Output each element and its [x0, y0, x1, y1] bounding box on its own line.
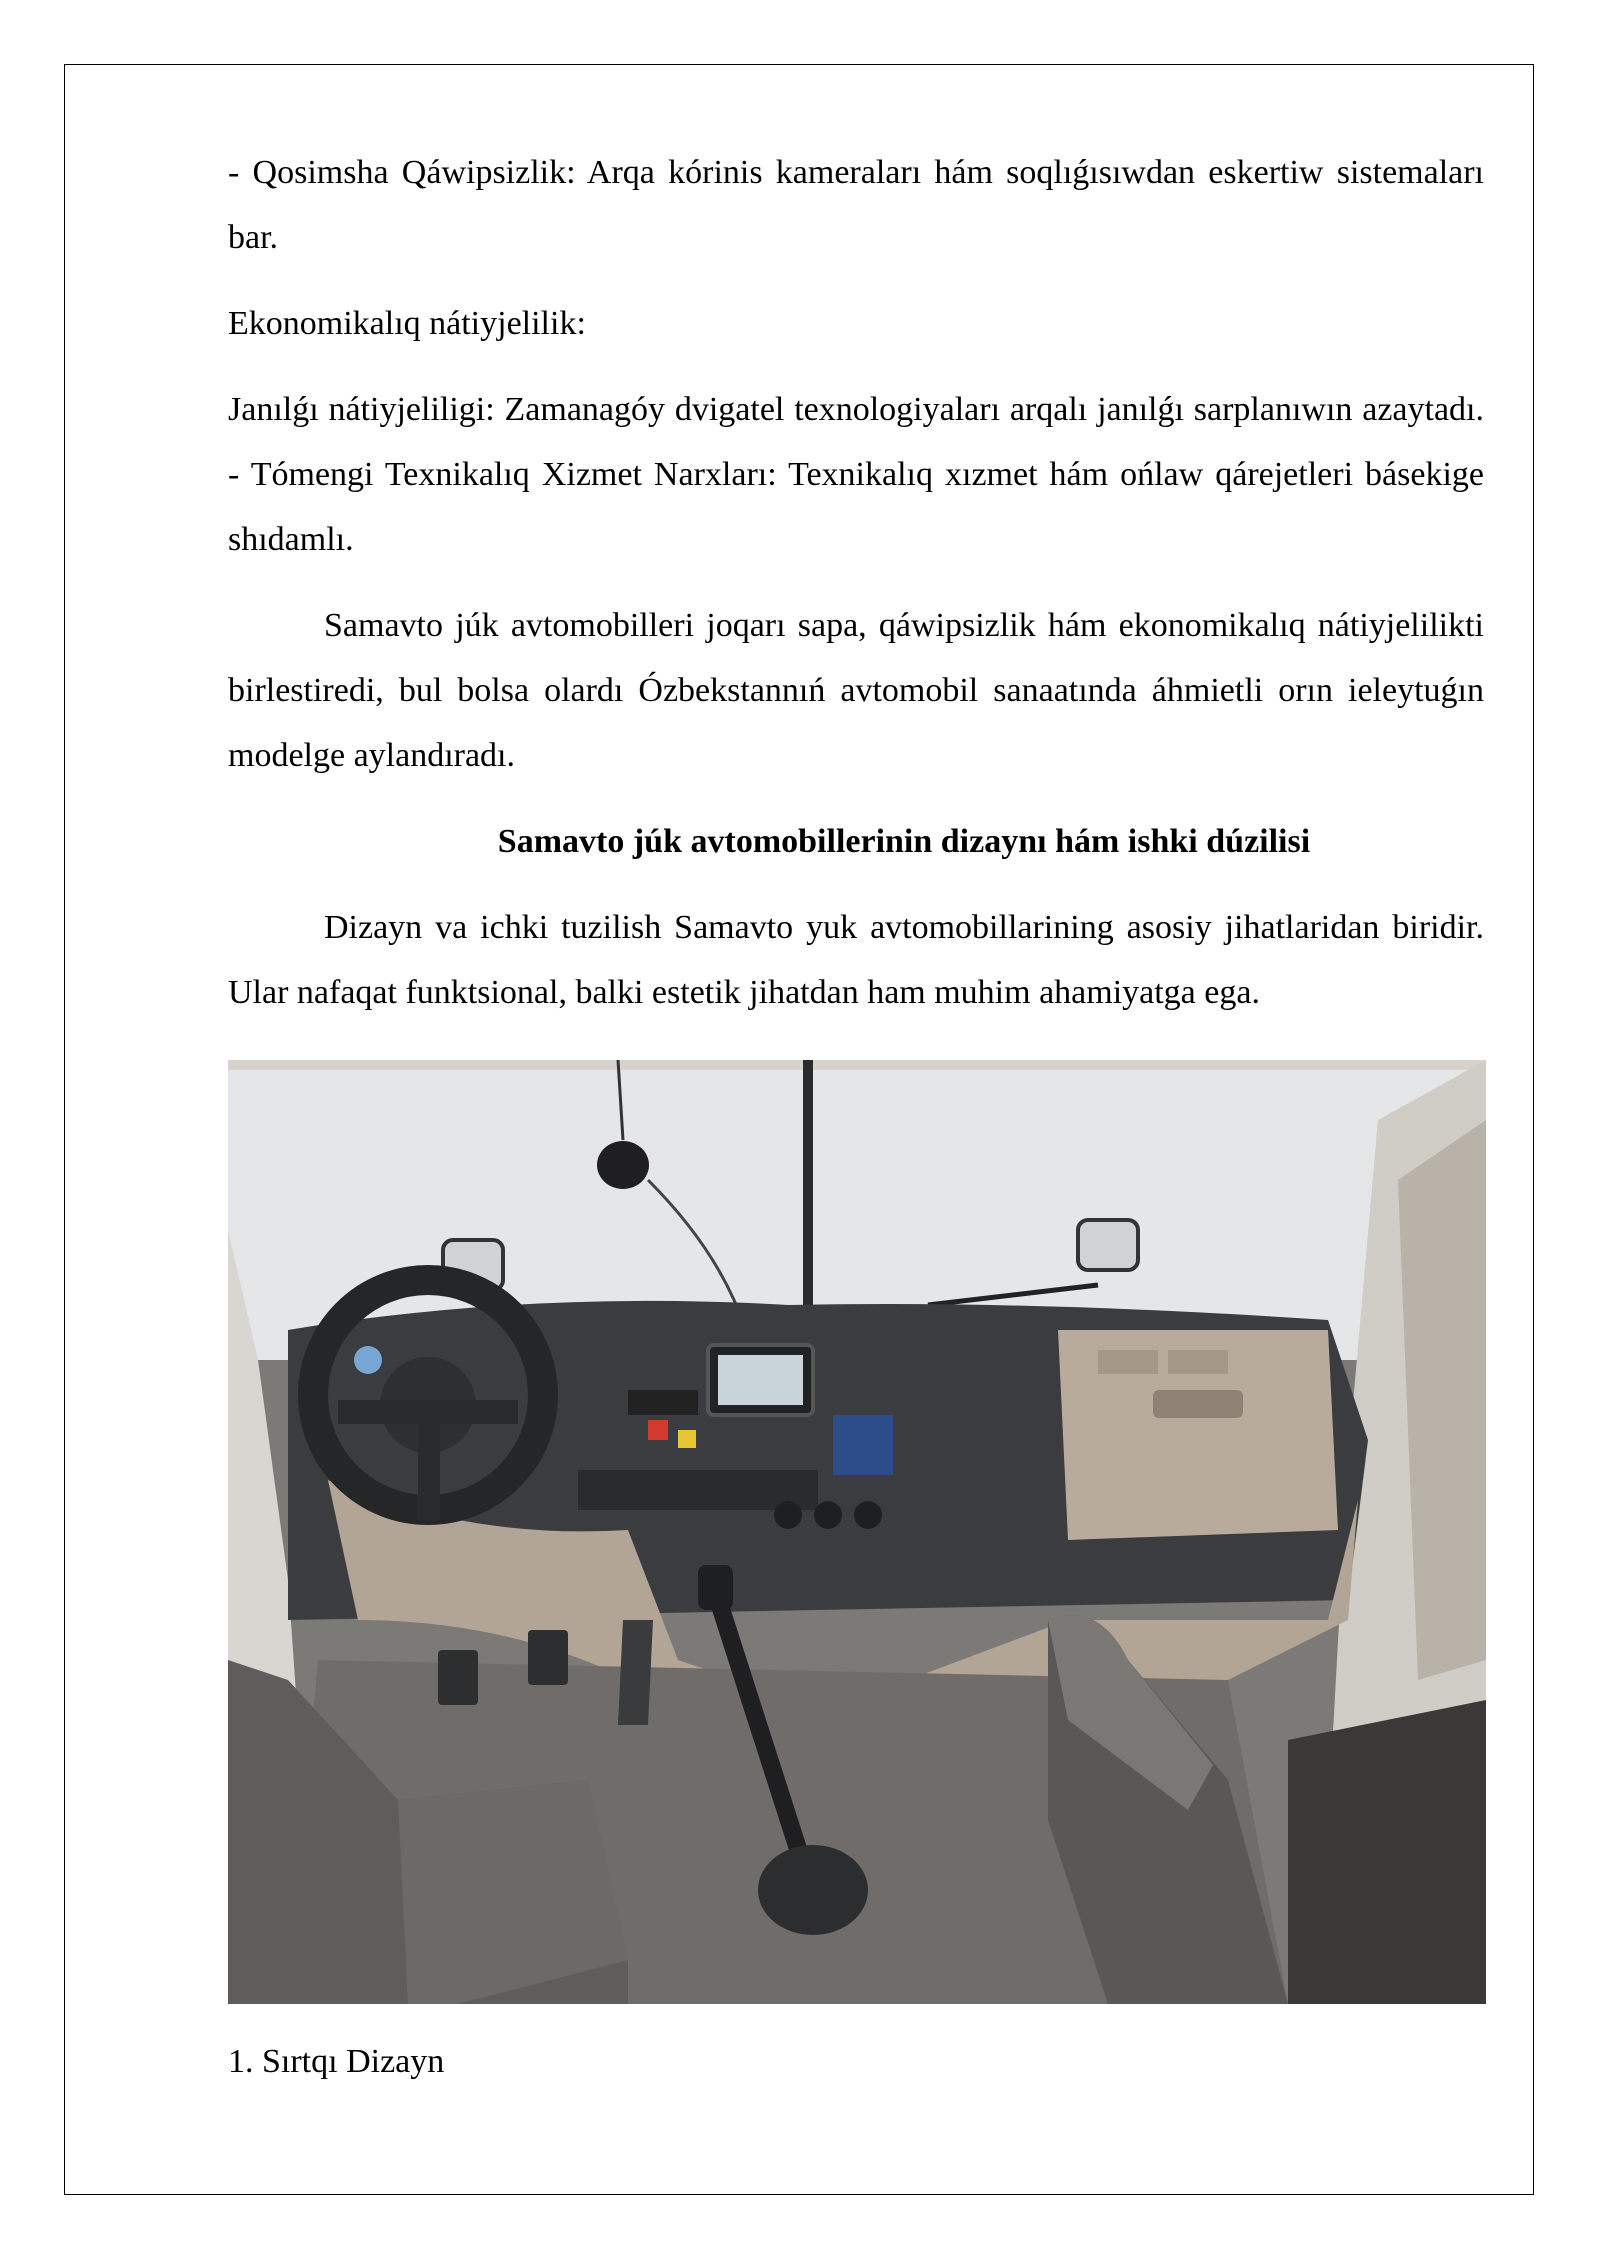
section-title: 1. Sırtqı Dizayn — [228, 2043, 445, 2080]
paragraph-economic-label: Ekonomikalıq nátiyjelilik: — [228, 305, 586, 342]
paragraph-fuel-efficiency: Janılǵı nátiyjeliligi: Zamanagóy dvigatel texnologiyaları arqalı janılǵı sarplanıwın azaytadı. - Tómengi Texnikalıq Xizmet Narxları: Texnikalıq xızmet hám ońlaw qárejetleri básekige shıdamlı. — [228, 391, 1484, 558]
paragraph-summary: Samavto júk avtomobilleri joqarı sapa, qáwipsizlik hám ekonomikalıq nátiyjelilikti birlestiredi, bul bolsa olardı Ózbekstannıń avtomobil sanaatında áhmietli orın ieleytuǵın modelge aylandıradı. — [228, 607, 1484, 774]
paragraph-design-intro: Dizayn va ichki tuzilish Samavto yuk avtomobillarining asosiy jihatlaridan biridir. Ular nafaqat funktsional, balki estetik jihatdan ham muhim ahamiyatga ega. — [228, 909, 1484, 1011]
paragraph-safety: - Qosimsha Qáwipsizlik: Arqa kórinis kameraları hám soqlıǵısıwdan eskertiw sistemaları bar. — [228, 154, 1484, 256]
document-body — [228, 140, 1484, 1025]
truck-cabin-photo — [228, 1060, 1486, 2004]
section-heading: Samavto júk avtomobillerinin dizaynı hám ishki dúzilisi — [497, 823, 1311, 860]
